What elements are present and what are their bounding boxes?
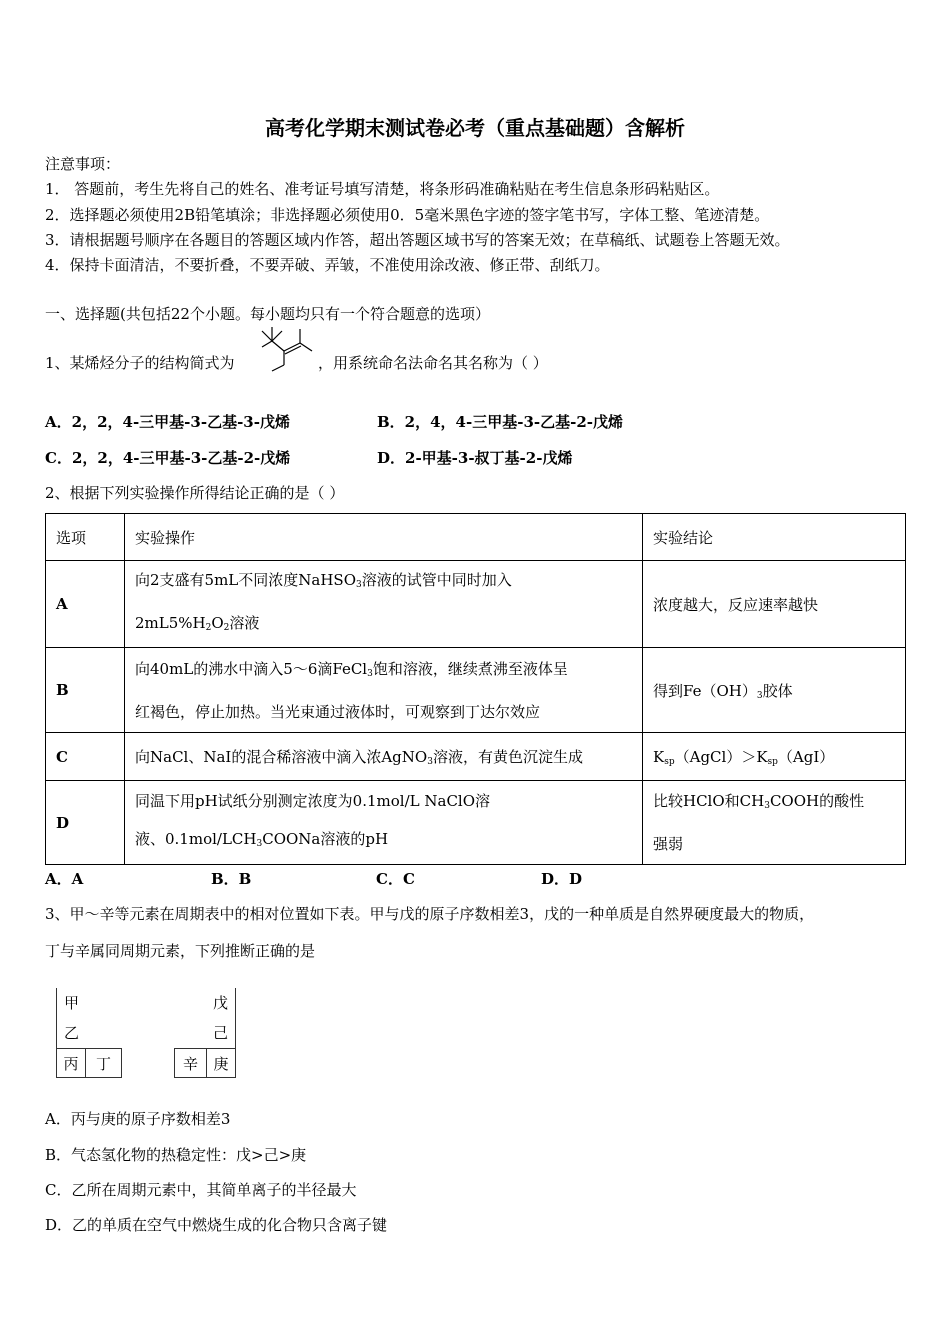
q3-option-c[interactable]: C．乙所在周期元素中，其简单离子的半径最大	[45, 1181, 357, 1199]
periodic-table-fragment	[56, 988, 238, 1080]
element-jia: 甲	[56, 988, 86, 1018]
table-row	[46, 648, 906, 733]
conclusion-cell: 得到$Fe(OH)_3$胶体	[643, 648, 906, 733]
table-row	[46, 733, 906, 781]
option-cell: C	[46, 733, 125, 781]
q1-option-b[interactable]: B．2，4，4-三甲基-3-乙基-2-戊烯	[377, 413, 623, 431]
element-bing: 丙	[56, 1048, 86, 1078]
q3-stem-line2: 丁与辛属同周期元素，下列推断正确的是	[45, 942, 316, 960]
conclusion-cell: $K_{sp}(AgCl)>K_{sp}(AgI)$	[643, 733, 906, 781]
notice-item: 2．选择题必须使用2B铅笔填涂；非选择题必须使用0．5毫米黑色字迹的签字笔书写，字体工整、笔迹清楚。	[45, 206, 770, 224]
q3-option-d[interactable]: D．乙的单质在空气中燃烧生成的化合物只含离子键	[45, 1216, 388, 1234]
notice-item: 1． 答题前，考生先将自己的姓名、准考证号填写清楚，将条形码准确粘贴在考生信息条形码粘贴区。	[45, 180, 720, 198]
operation-cell: 向NaCl、NaI的混合稀溶液中滴入浓AgNO$_3$溶液，有黄色沉淀生成	[125, 733, 643, 781]
notice-heading: 注意事项：	[45, 155, 121, 173]
q2-choice-c[interactable]: C．C	[376, 870, 415, 888]
q1-stem-before: 1、某烯烃分子的结构简式为	[45, 354, 235, 372]
table-row	[46, 781, 906, 865]
header-cell: 实验结论	[643, 514, 906, 561]
element-geng: 庚	[206, 1048, 236, 1078]
header-cell: 选项	[46, 514, 125, 561]
q2-choice-d[interactable]: D．D	[541, 870, 583, 888]
q2-stem: 2、根据下列实验操作所得结论正确的是（ ）	[45, 484, 345, 502]
header-cell: 实验操作	[125, 514, 643, 561]
q3-option-a[interactable]: A．丙与庚的原子序数相差3	[45, 1110, 231, 1128]
alkene-structure-image	[258, 327, 318, 373]
element-ding: 丁	[86, 1048, 122, 1078]
conclusion-cell: 浓度越大，反应速率越快	[643, 561, 906, 648]
element-yi: 乙	[56, 1018, 86, 1048]
option-cell: B	[46, 648, 125, 733]
q1-stem-after: ，用系统命名法命名其名称为（ ）	[318, 354, 548, 372]
element-xin: 辛	[174, 1048, 207, 1078]
element-wu: 戊	[206, 988, 236, 1018]
table-row	[46, 561, 906, 648]
notice-item: 3．请根据题号顺序在各题目的答题区域内作答，超出答题区域书写的答案无效；在草稿纸、试题卷上答题无效。	[45, 231, 790, 249]
q3-stem-line1: 3、甲～辛等元素在周期表中的相对位置如下表。甲与戊的原子序数相差3，戊的一种单质是自然界硬度最大的物质，	[45, 905, 815, 923]
operation-cell: 向2支盛有5mL不同浓度NaHSO$_3$溶液的试管中同时加入 $2mL5\%H_2O_2$溶液	[125, 561, 643, 648]
q1-option-a[interactable]: A．2，2，4-三甲基-3-乙基-3-戊烯	[45, 413, 290, 431]
option-cell: A	[46, 561, 125, 648]
experiment-table	[45, 513, 906, 865]
operation-cell: 向40mL的沸水中滴入5～6滴FeCl$_3$饱和溶液，继续煮沸至液体呈 红褐色，停止加热。当光束通过液体时，可观察到丁达尔效应	[125, 648, 643, 733]
q3-option-b[interactable]: B．气态氢化物的热稳定性：戊>己>庚	[45, 1146, 307, 1164]
q2-choice-a[interactable]: A．A	[45, 870, 84, 888]
element-ji: 己	[206, 1018, 236, 1048]
operation-cell: 同温下用pH试纸分别测定浓度为0.1mol/L NaClO溶 液、$0.1mol/LCH_3COONa$溶液的pH	[125, 781, 643, 865]
page-title: 高考化学期末测试卷必考（重点基础题）含解析	[265, 116, 685, 140]
q1-option-d[interactable]: D．2-甲基-3-叔丁基-2-戊烯	[377, 449, 573, 467]
table-header-row	[46, 514, 906, 561]
q2-choice-b[interactable]: B．B	[211, 870, 252, 888]
option-cell: D	[46, 781, 125, 865]
conclusion-cell: 比较HClO和$CH_3COOH$的酸性 强弱	[643, 781, 906, 865]
notice-item: 4．保持卡面清洁，不要折叠，不要弄破、弄皱，不准使用涂改液、修正带、刮纸刀。	[45, 256, 610, 274]
q1-option-c[interactable]: C．2，2，4-三甲基-3-乙基-2-戊烯	[45, 449, 291, 467]
section-heading: 一、选择题(共包括22个小题。每小题均只有一个符合题意的选项）	[45, 305, 490, 323]
